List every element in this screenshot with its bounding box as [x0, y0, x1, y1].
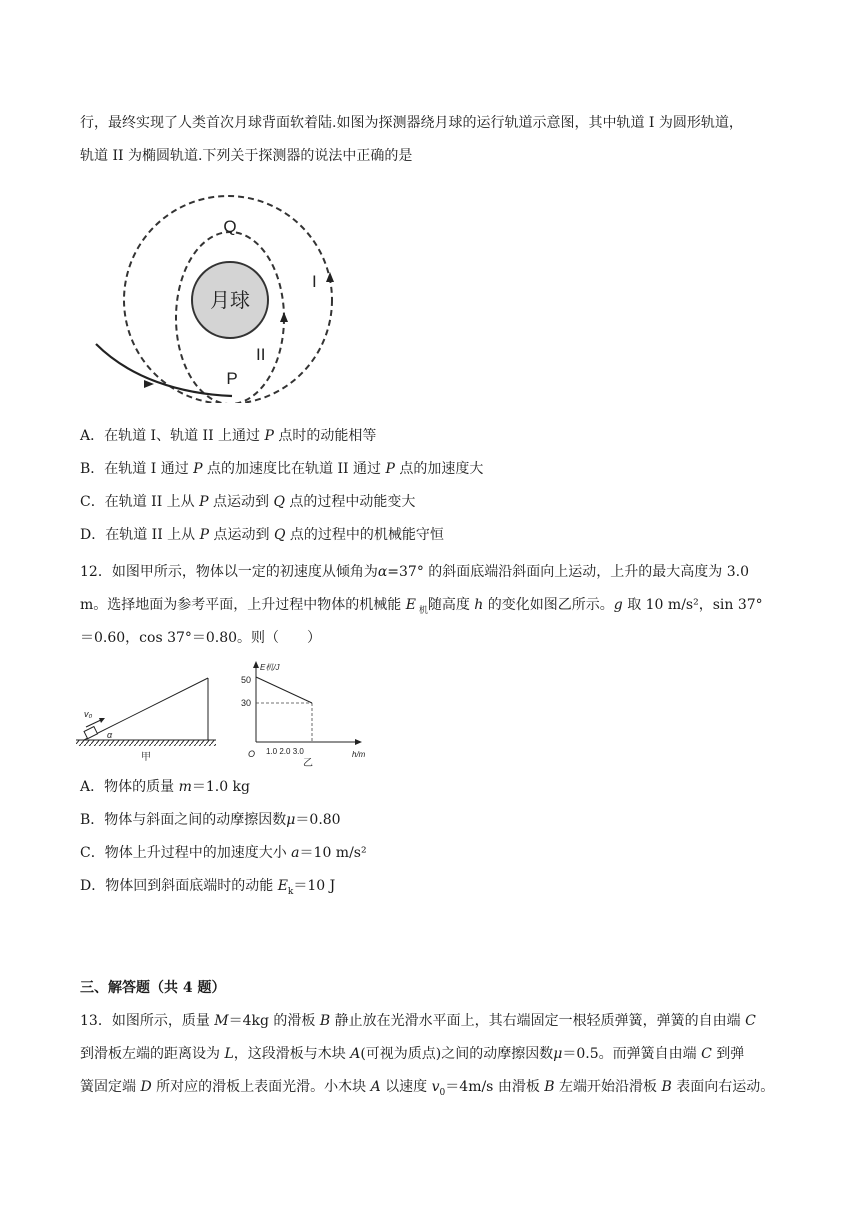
v0-label: v₀ — [84, 709, 93, 719]
q11-option-a: A．在轨道 I、轨道 II 上通过 P 点时的动能相等 — [80, 428, 377, 444]
caption-yi: 乙 — [303, 758, 313, 768]
orbit-i-arrow — [326, 272, 334, 282]
section-3-heading: 三、解答题（共 4 题） — [80, 980, 226, 996]
y-tick-30: 30 — [241, 698, 252, 708]
incline-slope — [84, 678, 208, 740]
q-label: Q — [223, 217, 237, 236]
alpha-label: α — [107, 730, 113, 740]
x-axis-arrowhead — [355, 739, 362, 745]
q12-option-d: D．物体回到斜面底端时的动能 $E_k=10$ J — [80, 878, 336, 897]
energy-graph — [238, 660, 378, 768]
q12-option-a: A．物体的质量 m＝1.0 kg — [80, 779, 251, 795]
q12-line-1: 12．如图甲所示，物体以一定的初速度从倾角为α=37° 的斜面底端沿斜面向上运动，上升的最大高度为 3.0 — [80, 564, 750, 580]
q11-option-c: C．在轨道 II 上从 P 点运动到 Q 点的过程中动能变大 — [80, 494, 416, 510]
q13-line-1: 13．如图所示，质量 M＝4kg 的滑板 B 静止放在光滑水平面上，其右端固定一根轻质弹簧，弹簧的自由端 C — [80, 1013, 756, 1029]
p-label: P — [226, 369, 238, 388]
q11-option-d: D．在轨道 II 上从 P 点运动到 Q 点的过程中的机械能守恒 — [80, 527, 444, 543]
intro-line-1: 行，最终实现了人类首次月球背面软着陆.如图为探测器绕月球的运行轨道示意图，其中轨道 I 为圆形轨道， — [80, 115, 743, 131]
moon-label: 月球 — [210, 290, 250, 312]
approach-path — [96, 344, 232, 396]
x-axis-label: h/m — [352, 750, 366, 759]
block — [84, 727, 97, 739]
q11-option-b: B．在轨道 I 通过 P 点的加速度比在轨道 II 通过 P 点的加速度大 — [80, 461, 484, 477]
energy-line — [256, 677, 312, 703]
q12-line-2: m。选择地面为参考平面，上升过程中物体的机械能 E $_机$随高度 h 的变化如图乙所示。g 取 10 m/s²，sin 37° — [80, 597, 763, 616]
x-ticks-label: 1.0 2.0 3.0 — [266, 747, 304, 756]
q13-line-2: 到滑板左端的距离设为 L，这段滑板与木块 A(可视为质点)之间的动摩擦因数μ＝0.5。而弹簧自由端 C 到弹 — [80, 1046, 745, 1062]
y-tick-50: 50 — [241, 675, 252, 685]
ground-hatch — [76, 740, 216, 746]
orbit-ii-label: II — [256, 345, 266, 364]
origin-label: O — [248, 749, 256, 759]
y-axis-label: E机/J — [260, 663, 280, 672]
orbit-diagram — [90, 188, 350, 403]
y-axis-arrowhead — [253, 661, 259, 668]
incline-figure — [76, 672, 218, 764]
orbit-ii-arrow — [280, 312, 288, 322]
q13-line-3: 簧固定端 D 所对应的滑板上表面光滑。小木块 A 以速度 $v_0=4m/s$ 由滑板 B 左端开始沿滑板 B 表面向右运动。 — [80, 1079, 775, 1098]
q12-line-3: ＝0.60，cos 37°＝0.80。则（ ） — [80, 630, 322, 646]
q12-option-c: C．物体上升过程中的加速度大小 a＝10 m/s² — [80, 845, 367, 861]
caption-jia: 甲 — [141, 752, 151, 763]
intro-line-2: 轨道 II 为椭圆轨道.下列关于探测器的说法中正确的是 — [80, 148, 413, 164]
q12-option-b: B．物体与斜面之间的动摩擦因数μ＝0.80 — [80, 812, 341, 828]
orbit-i-label: I — [312, 272, 317, 291]
